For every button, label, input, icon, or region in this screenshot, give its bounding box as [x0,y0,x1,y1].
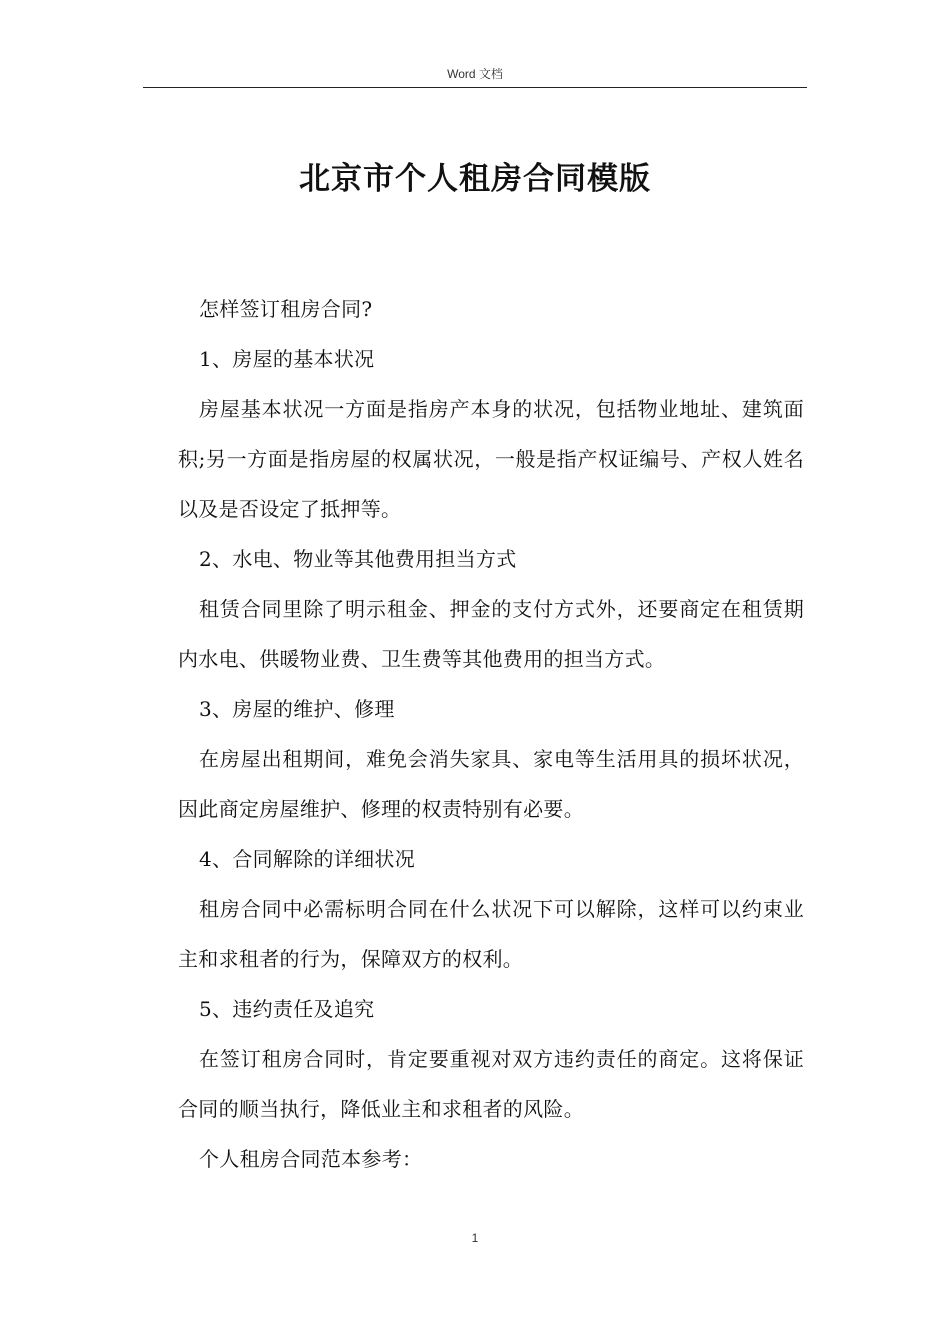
section-heading-2: 2、水电、物业等其他费用担当方式 [199,547,517,571]
paragraph-2: 租赁合同里除了明示租金、押金的支付方式外，还要商定在租赁期内水电、供暖物业费、卫生费等其他费用的担当方式。 [178,597,804,671]
document-body [178,284,804,1184]
paragraph-3: 在房屋出租期间，难免会消失家具、家电等生活用具的损坏状况，因此商定房屋维护、修理的权责特别有必要。 [178,747,804,821]
section-heading-4: 4、合同解除的详细状况 [199,847,416,871]
section-heading-1: 1、房屋的基本状况 [199,347,375,371]
header-divider [143,87,807,88]
paragraph-sample-reference: 个人租房合同范本参考： [199,1147,423,1171]
paragraph-question: 怎样签订租房合同? [199,297,373,321]
paragraph-5: 在签订租房合同时，肯定要重视对双方违约责任的商定。这将保证合同的顺当执行，降低业主和求租者的风险。 [178,1047,804,1121]
page-number: 1 [471,1231,479,1245]
paragraph-1: 房屋基本状况一方面是指房产本身的状况，包括物业地址、建筑面积;另一方面是指房屋的权属状况，一般是指产权证编号、产权人姓名以及是否设定了抵押等。 [178,397,804,521]
section-heading-3: 3、房屋的维护、修理 [199,697,395,721]
page-header: Word 文档 [447,67,503,81]
paragraph-4: 租房合同中必需标明合同在什么状况下可以解除，这样可以约束业主和求租者的行为，保障双方的权利。 [178,897,804,971]
section-heading-5: 5、违约责任及追究 [199,997,375,1021]
document-title: 北京市个人租房合同模版 [299,161,651,197]
